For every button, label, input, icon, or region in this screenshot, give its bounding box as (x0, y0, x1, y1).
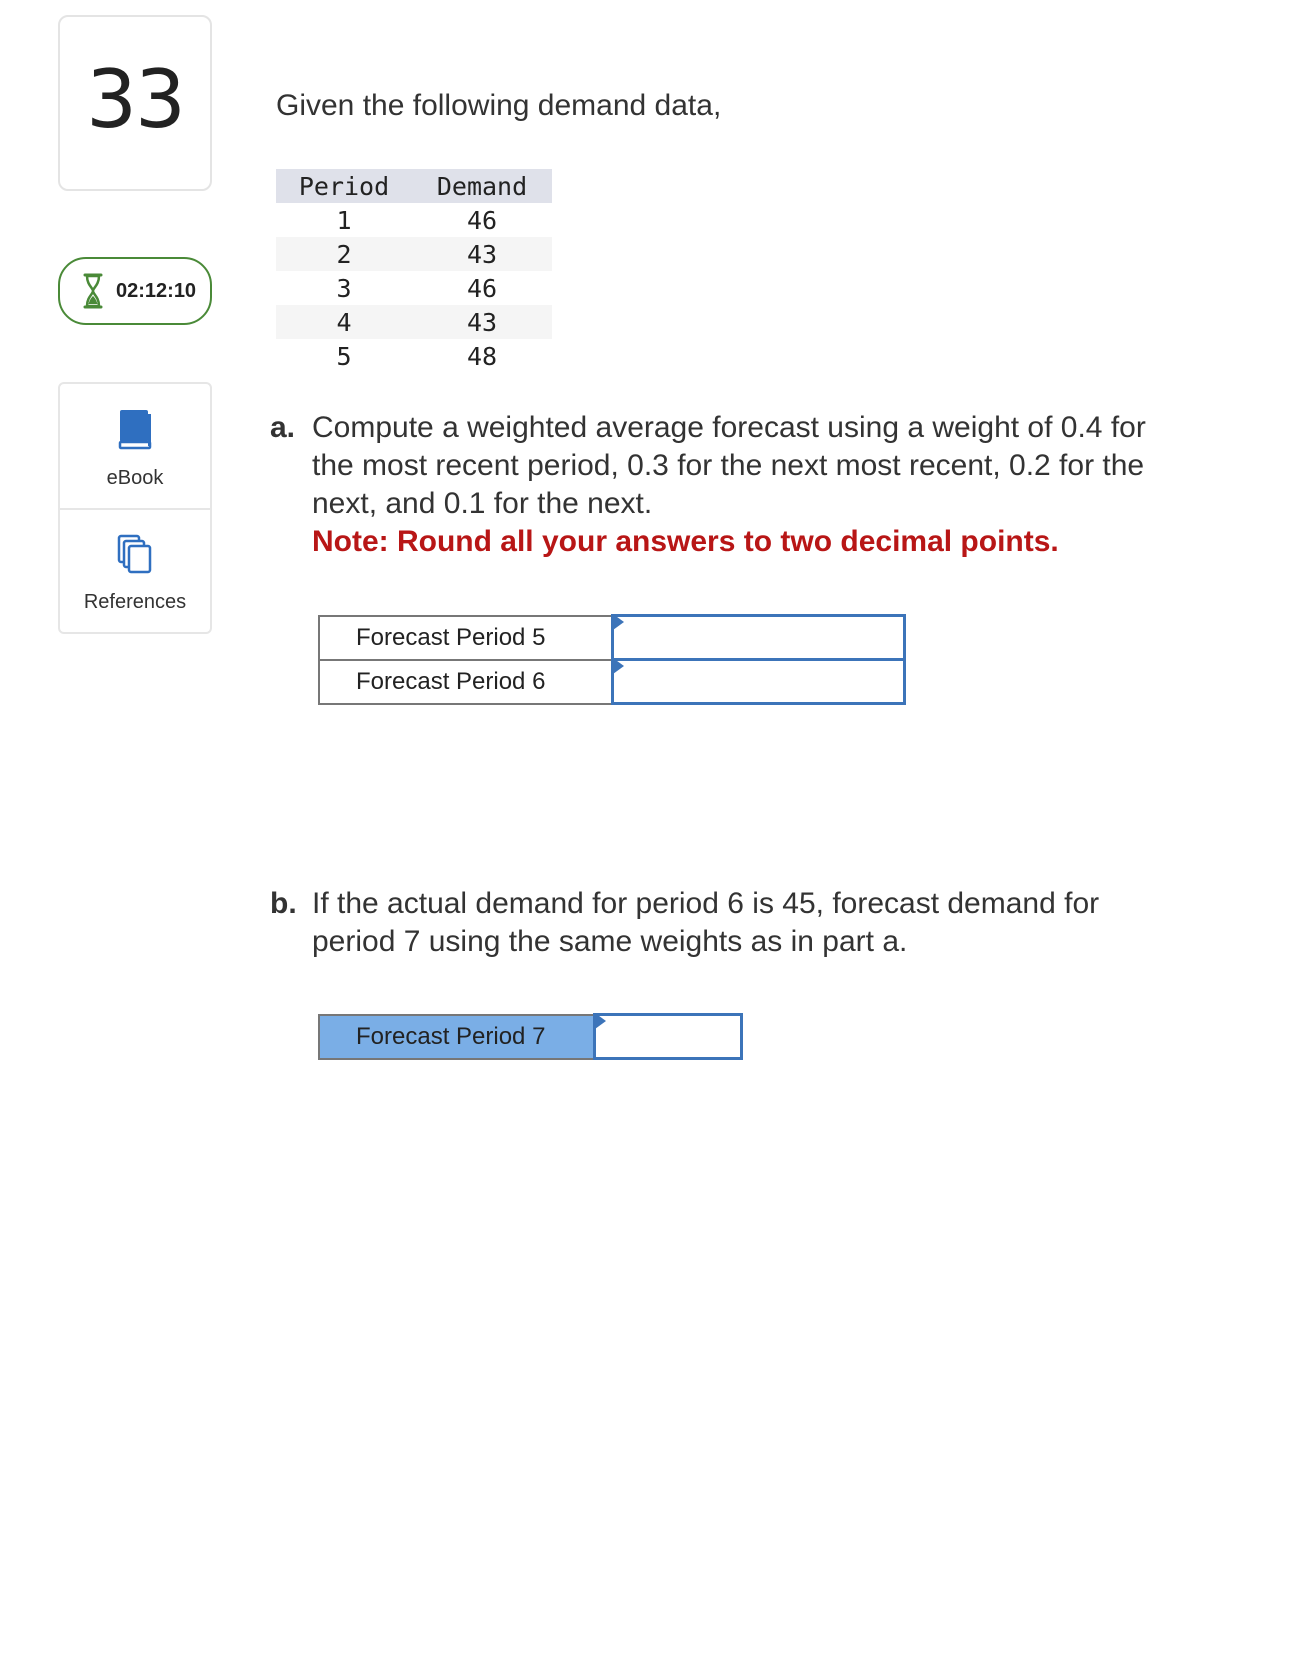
references-label: References (83, 591, 187, 613)
flag-icon (613, 614, 624, 630)
period-cell: 3 (336, 273, 352, 303)
part-a (270, 409, 1190, 561)
book-icon (117, 408, 153, 455)
period-cell: 5 (336, 341, 352, 371)
table-row (276, 203, 552, 237)
question-intro: Given the following demand data, (276, 89, 722, 122)
references-button[interactable] (60, 508, 210, 632)
part-a-letter: a. (270, 411, 296, 444)
period-cell: 4 (276, 305, 412, 339)
part-b-text: If the actual demand for period 6 is 45, forecast demand for period 7 using the same weights as in part a. (312, 887, 1100, 958)
ebook-button[interactable] (60, 384, 210, 508)
question-number: 33 (86, 53, 184, 146)
part-b-answer-table (318, 1013, 743, 1060)
part-b (270, 885, 1190, 961)
forecast-period-5-label: Forecast Period 5 (319, 616, 612, 660)
column-header-period: Period (276, 169, 412, 203)
question-number-card (58, 15, 212, 191)
period-cell: 2 (276, 237, 412, 271)
demand-cell: 43 (412, 237, 552, 271)
ebook-label: eBook (106, 467, 164, 489)
forecast-period-5-input[interactable] (614, 617, 903, 658)
part-a-text: Compute a weighted average forecast using a weight of 0.4 for the most recent period, 0.3 for the next most recent, 0.2 for the next, and 0.1 for the next. (312, 411, 1146, 520)
timer-value: 02:12:10 (116, 279, 197, 302)
demand-cell: 46 (466, 273, 498, 303)
forecast-period-7-input[interactable] (596, 1016, 740, 1057)
answer-row (319, 1015, 741, 1059)
table-row (276, 305, 552, 339)
demand-data-table (276, 169, 552, 373)
flag-icon (595, 1013, 606, 1029)
answer-row (319, 616, 904, 660)
demand-cell: 48 (466, 341, 498, 371)
table-row (276, 271, 552, 305)
rounding-note: Note: Round all your answers to two decimal points. (312, 525, 1059, 558)
copy-pages-icon (117, 534, 153, 579)
timer-badge[interactable] (58, 257, 212, 325)
table-row (276, 339, 552, 373)
table-header-row (276, 169, 552, 203)
forecast-period-7-cell (594, 1015, 741, 1059)
forecast-period-6-label: Forecast Period 6 (319, 660, 612, 704)
part-b-letter: b. (270, 887, 297, 920)
forecast-period-6-cell (612, 660, 904, 704)
answer-row (319, 660, 904, 704)
period-cell: 1 (336, 205, 352, 235)
forecast-period-7-label: Forecast Period 7 (319, 1015, 594, 1059)
demand-cell: 46 (466, 205, 498, 235)
flag-icon (613, 658, 624, 674)
hourglass-icon (82, 273, 104, 309)
tools-panel (58, 382, 212, 634)
forecast-period-5-cell (612, 616, 904, 660)
forecast-period-6-input[interactable] (614, 661, 903, 702)
table-row (276, 237, 552, 271)
part-a-answer-table (318, 614, 906, 705)
demand-cell: 43 (412, 305, 552, 339)
column-header-demand: Demand (412, 169, 552, 203)
